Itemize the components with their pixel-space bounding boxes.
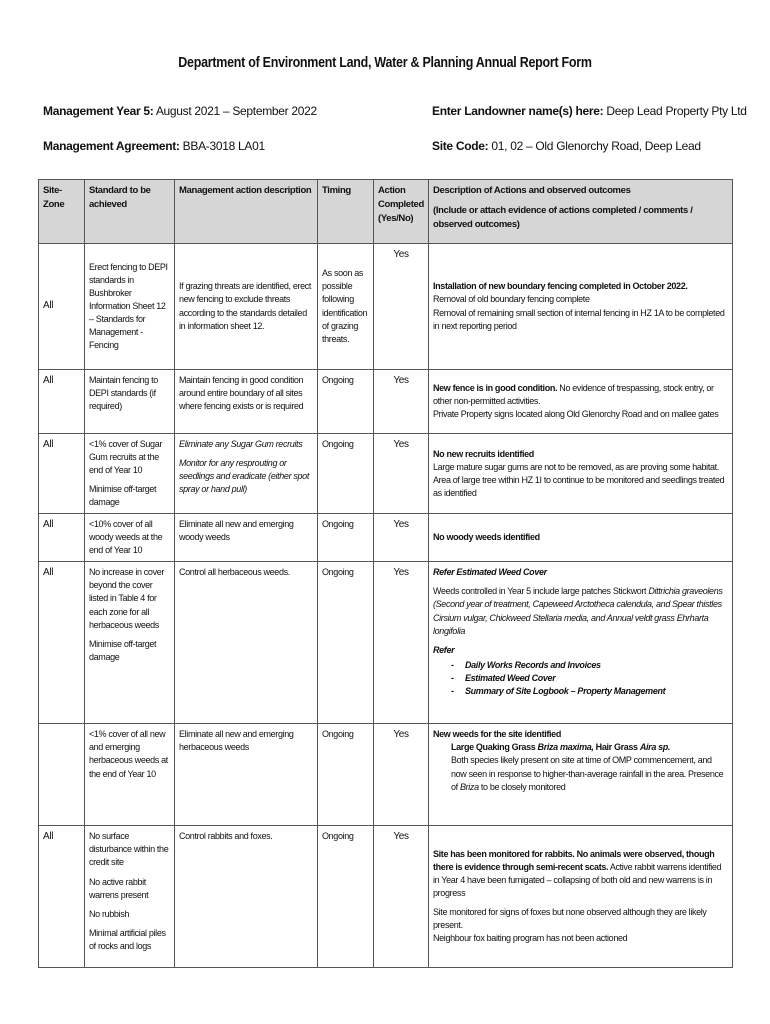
desc-text: and Annual veldt grass [588, 612, 677, 623]
site-code-label: Site Code: [432, 139, 489, 153]
row-description-line: No evidence of trespassing, stock entry, or other non-permitted activities. [433, 382, 714, 406]
table-row [39, 724, 733, 826]
row-action-line: Monitor for any resprouting or seedlings and eradicate (either spot spray or hand pull) [179, 458, 309, 495]
row-zone: All [39, 244, 85, 370]
management-year [43, 104, 317, 118]
table-row [39, 826, 733, 968]
desc-species: Ehrharta longifolia [433, 612, 709, 636]
row-completed: Yes [374, 826, 429, 968]
row-completed: Yes [374, 434, 429, 514]
desc-text: to be closely monitored [478, 781, 566, 792]
row-description [429, 724, 733, 826]
row-zone: All [39, 370, 85, 434]
refer-label: Refer [433, 644, 455, 655]
row-description [429, 434, 733, 514]
table-row [39, 244, 733, 370]
row-completed: Yes [374, 562, 429, 724]
desc-text: Weeds controlled in Year 5 include large patches Stickwort [433, 586, 649, 597]
row-standard: <1% cover of all new and emerging herbaceous weeds at the end of Year 10 [85, 724, 175, 826]
row-standard: <10% cover of all woody weeds at the end of Year 10 [85, 514, 175, 562]
row-completed: Yes [374, 724, 429, 826]
row-action: If grazing threats are identified, erect new fencing to exclude threats according to the standards detailed in information sheet 12. [175, 244, 318, 370]
row-standard [85, 826, 175, 968]
row-action: Control all herbaceous weeds. [175, 562, 318, 724]
header-description-line-2: (Include or attach evidence of actions completed / comments / observed outcomes) [433, 204, 693, 230]
row-description [429, 826, 733, 968]
row-zone: All [39, 514, 85, 562]
row-description-line: Removal of old boundary fencing complete [433, 294, 590, 305]
row-action: Eliminate all new and emerging woody weeds [175, 514, 318, 562]
desc-species: Briza maxima, [537, 742, 594, 753]
desc-species: Stellaria media, [532, 612, 589, 623]
management-year-value: August 2021 – September 2022 [155, 104, 317, 118]
management-agreement [43, 139, 265, 153]
row-standard-line: Minimal artificial piles of rocks and logs [89, 927, 166, 951]
desc-text: Hair Grass [593, 742, 640, 753]
desc-species: Arctotheca calendula [574, 599, 652, 610]
row-description-bold: New fence is in good condition. [433, 382, 558, 393]
row-description [429, 514, 733, 562]
row-zone: All [39, 826, 85, 968]
header-standard: Standard to be achieved [85, 180, 175, 244]
table-row [39, 562, 733, 724]
desc-text: Large Quaking Grass [451, 742, 538, 753]
row-standard: Erect fencing to DEPI standards in Bushbroker Information Sheet 12 – Standards for Management - Fencing [85, 244, 175, 370]
header-action: Management action description [175, 180, 318, 244]
row-description-bold: New weeds for the site identified [433, 729, 561, 740]
row-completed: Yes [374, 370, 429, 434]
row-timing: Ongoing [318, 562, 374, 724]
desc-text: Both species likely present on site at time of OMP commencement, and now seen in response to higher-than-average rainfall in the area. Presence of [451, 755, 724, 792]
row-description-line: Active rabbit warrens identified in Year 4 have been fumigated – collapsing of both old and new warrens is in progress [433, 862, 722, 899]
header-description [429, 180, 733, 244]
page-title: Department of Environment Land, Water & Planning Annual Report Form [178, 55, 592, 71]
desc-text: (Second year of treatment, Capeweed [433, 599, 575, 610]
reference-item: - Daily Works Records and Invoices [451, 659, 728, 672]
header-site-zone: Site-Zone [39, 180, 85, 244]
row-timing: Ongoing [318, 370, 374, 434]
desc-species: Dittrichia graveolens [648, 586, 723, 597]
reference-item: - Summary of Site Logbook – Property Management [451, 685, 728, 698]
table-row [39, 434, 733, 514]
row-timing: As soon as possible following identification of grazing threats. [318, 244, 374, 370]
row-standard-line: No surface disturbance within the credit site [89, 831, 169, 868]
row-description-bold: Installation of new boundary fencing completed in October 2022. [433, 281, 688, 292]
site-code [432, 139, 701, 153]
desc-text: Chickweed [487, 612, 533, 623]
row-standard: Maintain fencing to DEPI standards (if required) [85, 370, 175, 434]
reference-list [451, 659, 728, 698]
site-code-value: 01, 02 – Old Glenorchy Road, Deep Lead [491, 139, 701, 153]
row-description-bold: Site has been monitored for rabbits. No animals were observed, though there is evidence through semi-recent scats. [433, 849, 715, 873]
row-description-line: Removal of remaining small section of internal fencing in HZ 1A to be completed in next reporting period [433, 307, 725, 331]
row-description-line: Private Property signs located along Old Glenorchy Road and on mallee gates [433, 409, 719, 420]
row-description [429, 370, 733, 434]
row-completed: Yes [374, 244, 429, 370]
header-completed [374, 180, 429, 244]
row-action [175, 434, 318, 514]
row-timing: Ongoing [318, 724, 374, 826]
header-completed-line-3: (Yes/No) [378, 212, 414, 224]
row-standard-line: No increase in cover beyond the cover listed in Table 4 for each zone for all herbaceous weeds [89, 567, 165, 630]
row-timing: Ongoing [318, 514, 374, 562]
row-action: Eliminate all new and emerging herbaceous weeds [175, 724, 318, 826]
row-zone: All [39, 434, 85, 514]
row-description-heading: Refer Estimated Weed Cover [433, 567, 547, 578]
report-table [38, 179, 733, 968]
management-year-label: Management Year 5: [43, 104, 154, 118]
row-standard-line: <1% cover of Sugar Gum recruits at the end of Year 10 [89, 439, 162, 476]
row-description [429, 244, 733, 370]
row-description [429, 562, 733, 724]
header-completed-line-1: Action [378, 185, 406, 196]
desc-species: Briza [459, 781, 479, 792]
desc-text: , and Spear thistles [651, 599, 722, 610]
header-completed-line-2: Completed [378, 198, 424, 210]
row-description-line: Site monitored for signs of foxes but none observed although they are likely present. [433, 907, 707, 931]
row-zone [39, 724, 85, 826]
row-zone: All [39, 562, 85, 724]
row-description-bold: No new recruits identified [433, 448, 534, 459]
header-description-line-1: Description of Actions and observed outcomes [433, 185, 631, 196]
landowner-name [432, 104, 747, 118]
row-description-line [433, 585, 728, 637]
landowner-value: Deep Lead Property Pty Ltd [606, 104, 747, 118]
desc-species: Cirsium vulgar, [433, 612, 488, 623]
row-timing: Ongoing [318, 826, 374, 968]
row-description-subline [433, 741, 728, 754]
row-action: Control rabbits and foxes. [175, 826, 318, 968]
header-timing: Timing [318, 180, 374, 244]
agreement-value: BBA-3018 LA01 [182, 139, 265, 153]
row-completed: Yes [374, 514, 429, 562]
desc-species: Aira sp. [639, 742, 671, 753]
row-description-line: Large mature sugar gums are not to be removed, as are proving some habitat. Area of large tree within HZ 1I to continue to be monitored and seedlings treated as identified [433, 461, 725, 498]
row-standard-line: Minimise off-target damage [89, 638, 157, 662]
row-standard-line: Minimise off-target damage [89, 484, 157, 508]
row-description-bold: No woody weeds identified [433, 532, 540, 543]
reference-item: - Estimated Weed Cover [451, 672, 728, 685]
landowner-label: Enter Landowner name(s) here: [432, 104, 604, 118]
row-description-line [433, 754, 728, 793]
row-standard-line: No active rabbit warrens present [89, 876, 149, 900]
row-description-line: Neighbour fox baiting program has not been actioned [433, 933, 628, 944]
row-action: Maintain fencing in good condition around entire boundary of all sites where fencing exists or is required [175, 370, 318, 434]
row-standard-line: No rubbish [89, 908, 130, 919]
row-action-line: Eliminate any Sugar Gum recruits [179, 439, 303, 449]
table-row [39, 370, 733, 434]
row-standard [85, 434, 175, 514]
agreement-label: Management Agreement: [43, 139, 180, 153]
row-timing: Ongoing [318, 434, 374, 514]
row-standard [85, 562, 175, 724]
table-row [39, 514, 733, 562]
table-header-row [39, 180, 733, 244]
